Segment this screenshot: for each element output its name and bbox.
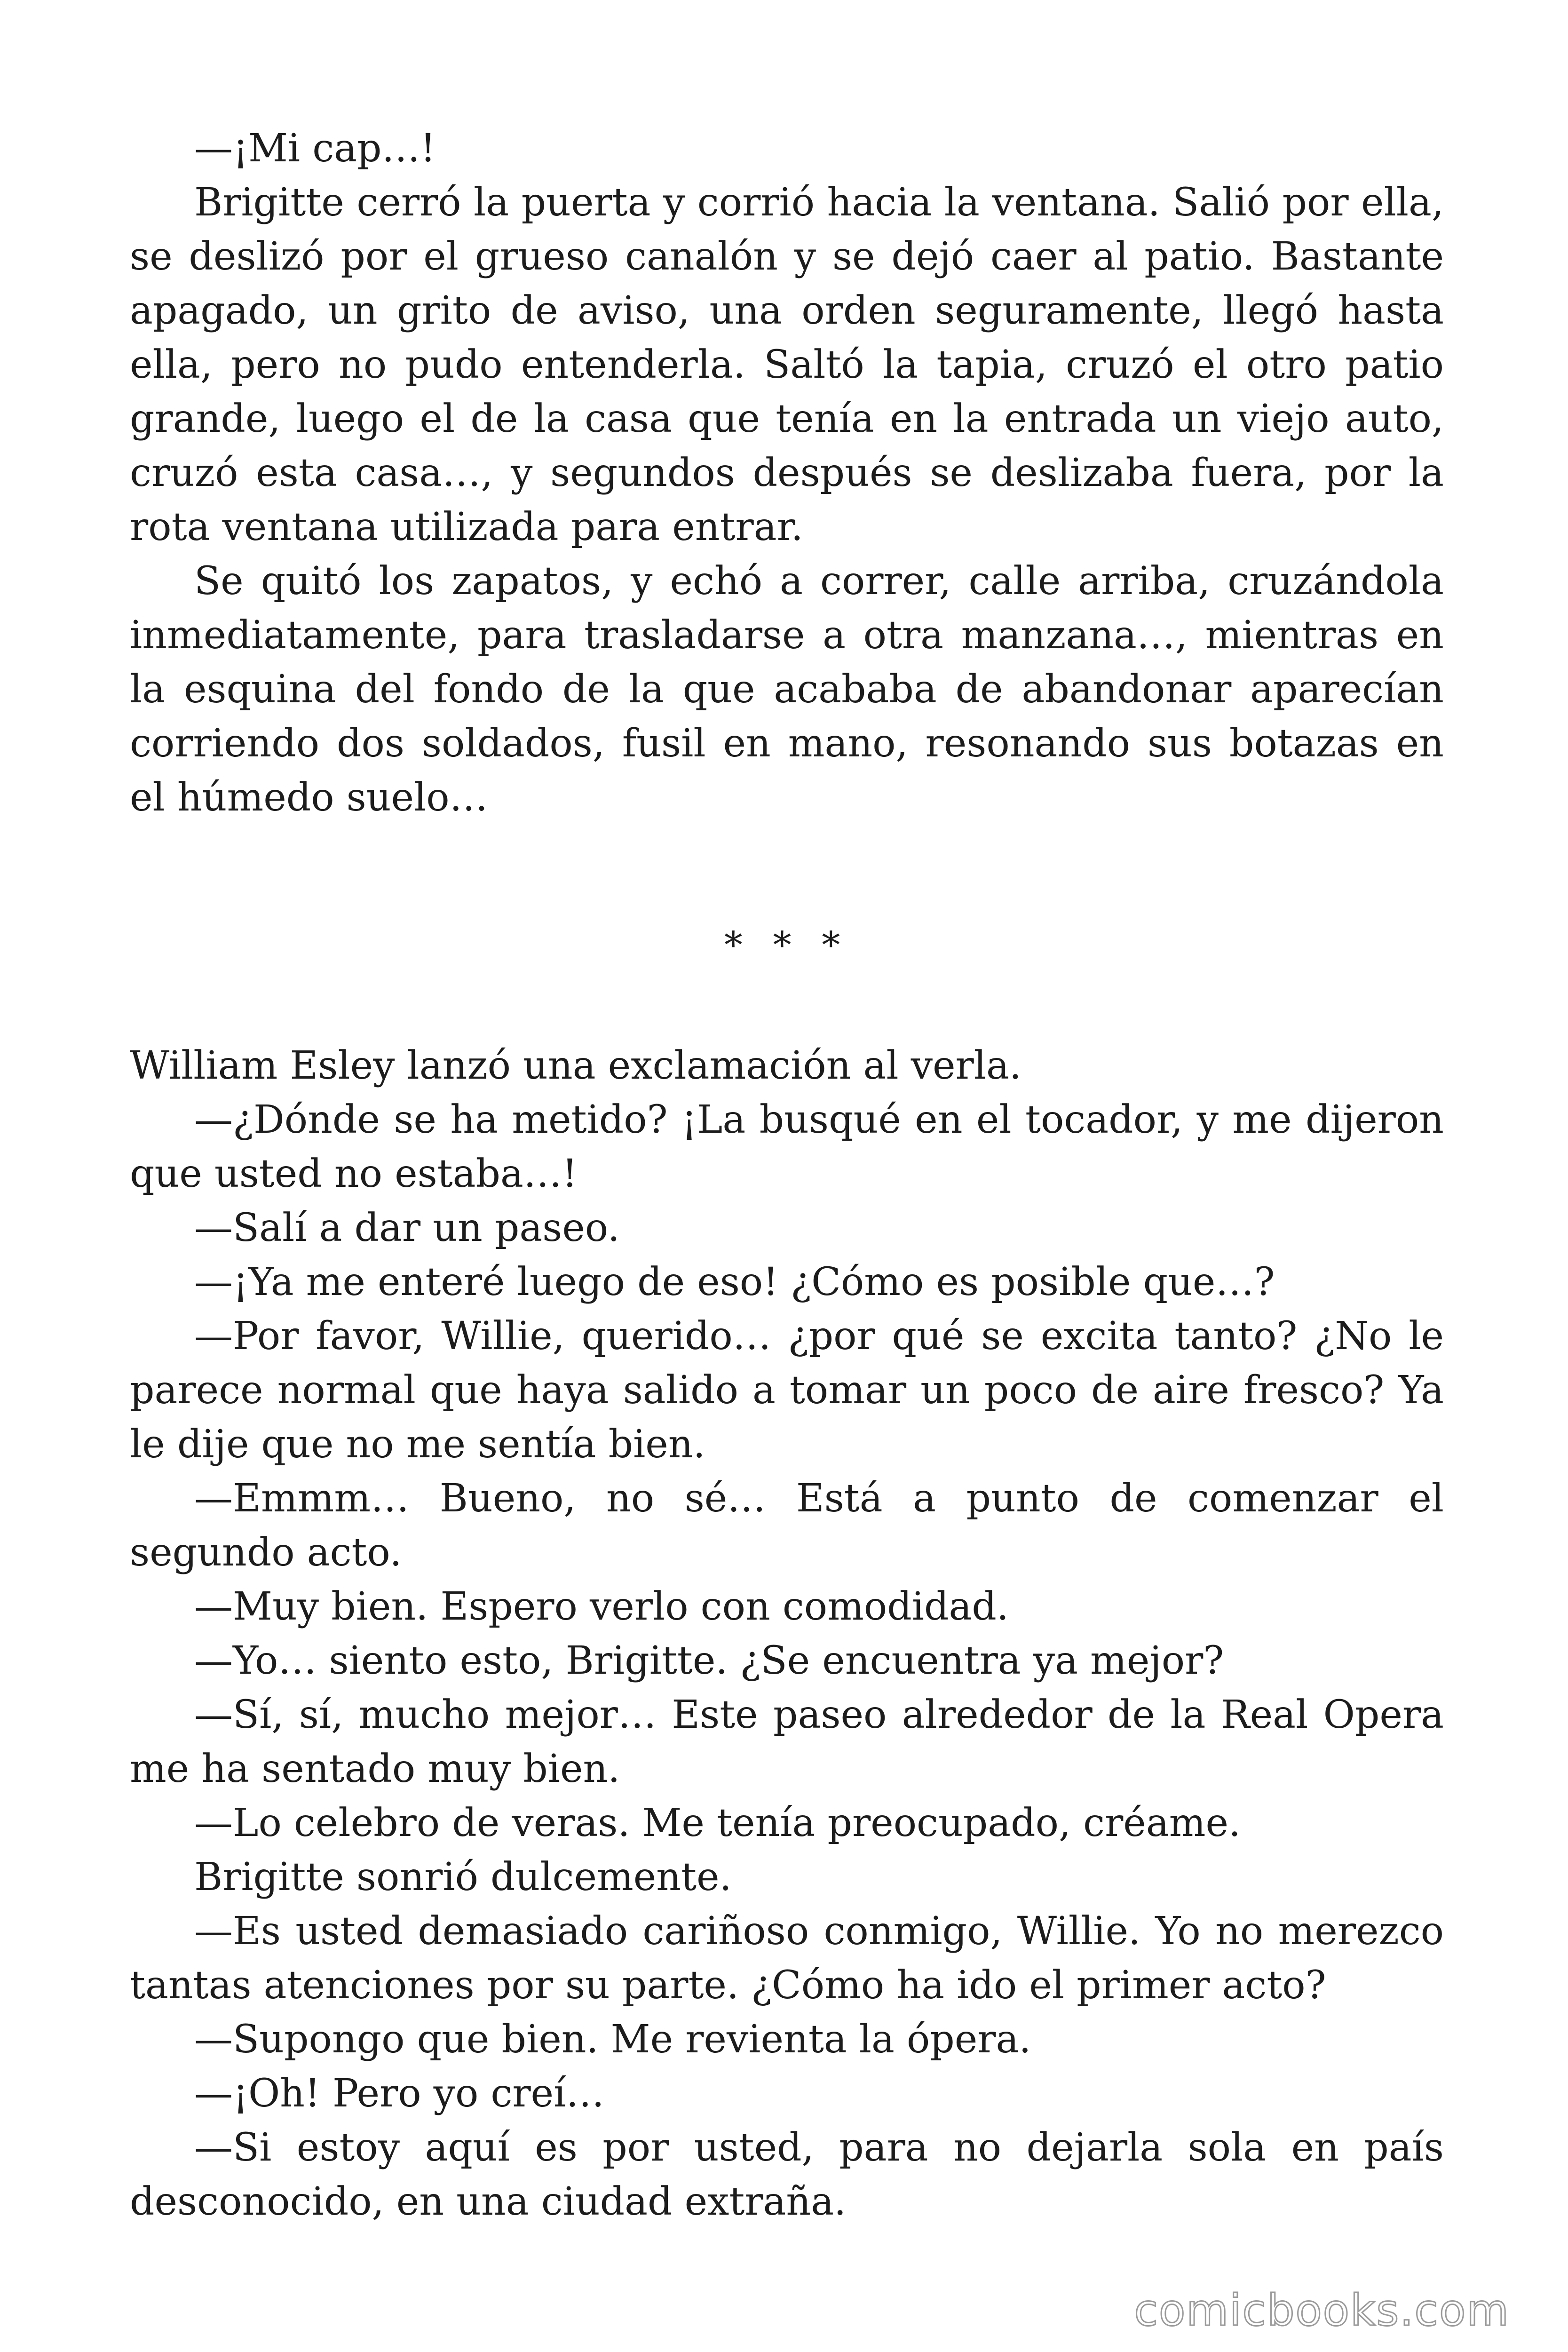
dialogue-line: —Muy bien. Espero verlo con comodidad. — [194, 1584, 1009, 1629]
paragraph: William Esley lanzó una exclamación al verla. — [130, 1043, 1022, 1088]
paragraph: Se quitó los zapatos, y echó a correr, calle arriba, cruzándola inmediatamente, para trasladarse a otra manzana…, mientras en la esquina del fondo de la que acababa de abandonar aparecían corriendo dos soldados, fusil en mano, resonando sus botazas en el húmedo suelo… — [130, 559, 1444, 820]
paragraph: Brigitte sonrió dulcemente. — [194, 1855, 732, 1899]
dialogue-line: —Sí, sí, mucho mejor… Este paseo alrededor de la Real Opera me ha sentado muy bien. — [130, 1692, 1444, 1791]
dialogue-line: —Si estoy aquí es por usted, para no dejarla sola en país desconocido, en una ciudad extraña. — [130, 2125, 1444, 2224]
paragraph: Brigitte cerró la puerta y corrió hacia la ventana. Salió por ella, se deslizó por el grueso canalón y se dejó caer al patio. Bastante apagado, un grito de aviso, una orden seguramente, llegó hasta ella, pero no pudo entenderla. Saltó la tapia, cruzó el otro patio grande, luego el de la casa que tenía en la entrada un viejo auto, cruzó esta casa…, y segundos después se deslizaba fuera, por la rota ventana utilizada para entrar. — [130, 180, 1444, 549]
scene-separator: * * * — [724, 924, 850, 967]
dialogue-line: —Supongo que bien. Me revienta la ópera. — [194, 2017, 1031, 2062]
dialogue-line: —¡Ya me enteré luego de eso! ¿Cómo es posible que…? — [194, 1260, 1275, 1304]
site-watermark: comicbooks.com — [1134, 2285, 1510, 2336]
dialogue-line: —¿Dónde se ha metido? ¡La busqué en el tocador, y me dijeron que usted no estaba…! — [130, 1097, 1444, 1196]
dialogue-line: —Por favor, Willie, querido… ¿por qué se excita tanto? ¿No le parece normal que haya salido a tomar un poco de aire fresco? Ya le dije que no me sentía bien. — [130, 1314, 1444, 1467]
dialogue-line: —Es usted demasiado cariñoso conmigo, Willie. Yo no merezco tantas atenciones por su parte. ¿Cómo ha ido el primer acto? — [130, 1909, 1444, 2008]
dialogue-line: —Yo… siento esto, Brigitte. ¿Se encuentra ya mejor? — [194, 1638, 1224, 1683]
dialogue-line: —Salí a dar un paseo. — [194, 1206, 620, 1250]
dialogue-line: —¡Oh! Pero yo creí… — [194, 2071, 605, 2116]
dialogue-line: —Emmm… Bueno, no sé… Está a punto de comenzar el segundo acto. — [130, 1476, 1444, 1575]
dialogue-line: —Lo celebro de veras. Me tenía preocupado, créame. — [194, 1801, 1241, 1845]
book-page-text — [130, 121, 1444, 2229]
paragraph: —¡Mi cap…! — [194, 126, 436, 171]
